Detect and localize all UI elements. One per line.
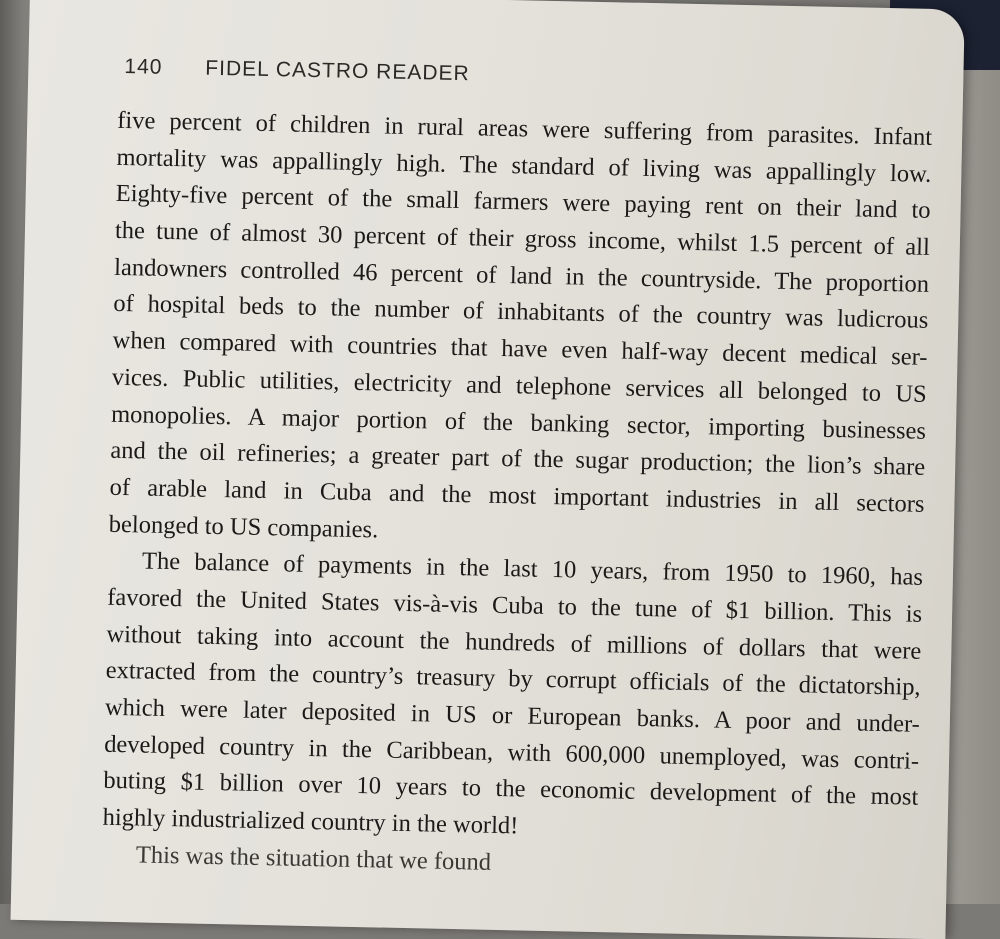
- text-line: mortality was appallingly high. The standard of living was appallingly low.: [116, 143, 932, 188]
- text-line: highly industrialized country in the world!: [102, 803, 519, 840]
- text-line: favored the United States vis-à-vis Cuba to the tune of $1 billion. This is: [107, 583, 923, 628]
- text-line: five percent of children in rural areas were suffering from parasites. Infant: [117, 106, 933, 151]
- text-line: Eighty-five percent of the small farmers were paying rent on their land to: [115, 180, 931, 225]
- page-number: 140: [124, 54, 163, 79]
- text-line: monopolies. A major portion of the banking sector, importing businesses: [110, 400, 927, 445]
- text-line: which were later deposited in US or European banks. A poor and under-: [104, 693, 921, 738]
- text-line: when compared with countries that have even half-way decent medical ser-: [112, 326, 928, 371]
- text-line: without taking into account the hundreds of millions of dollars that were: [106, 620, 922, 665]
- text-line: The balance of payments in the last 10 years, from 1950 to 1960, has: [141, 547, 924, 592]
- text-line: of hospital beds to the number of inhabitants of the country was ludicrous: [113, 290, 929, 335]
- text-line: developed country in the Caribbean, with 600,000 unemployed, was contri-: [103, 730, 920, 775]
- text-line: landowners controlled 46 percent of land in the countryside. The proportion: [113, 253, 930, 298]
- text-line: extracted from the country’s treasury by corrupt officials of the dictatorship,: [105, 657, 921, 702]
- running-title: FIDEL CASTRO READER: [205, 56, 470, 86]
- running-header: [124, 55, 470, 86]
- body-text: [102, 103, 933, 890]
- paragraph: [108, 103, 932, 560]
- book-page: [11, 0, 965, 939]
- text-line: of arable land in Cuba and the most important industries in all sectors: [109, 473, 925, 518]
- cut-off-line: This was the situation that we found: [135, 841, 492, 876]
- text-line: belonged to US companies.: [108, 510, 379, 543]
- text-line: and the oil refineries; a greater part of the sugar production; the lion’s share: [110, 436, 926, 482]
- text-line: the tune of almost 30 percent of their gross income, whilst 1.5 percent of all: [114, 216, 931, 261]
- paragraph: [102, 543, 923, 854]
- text-line: buting $1 billion over 10 years to the economic development of the most: [103, 767, 919, 812]
- text-line: vices. Public utilities, electricity and telephone services all belonged to US: [111, 363, 928, 408]
